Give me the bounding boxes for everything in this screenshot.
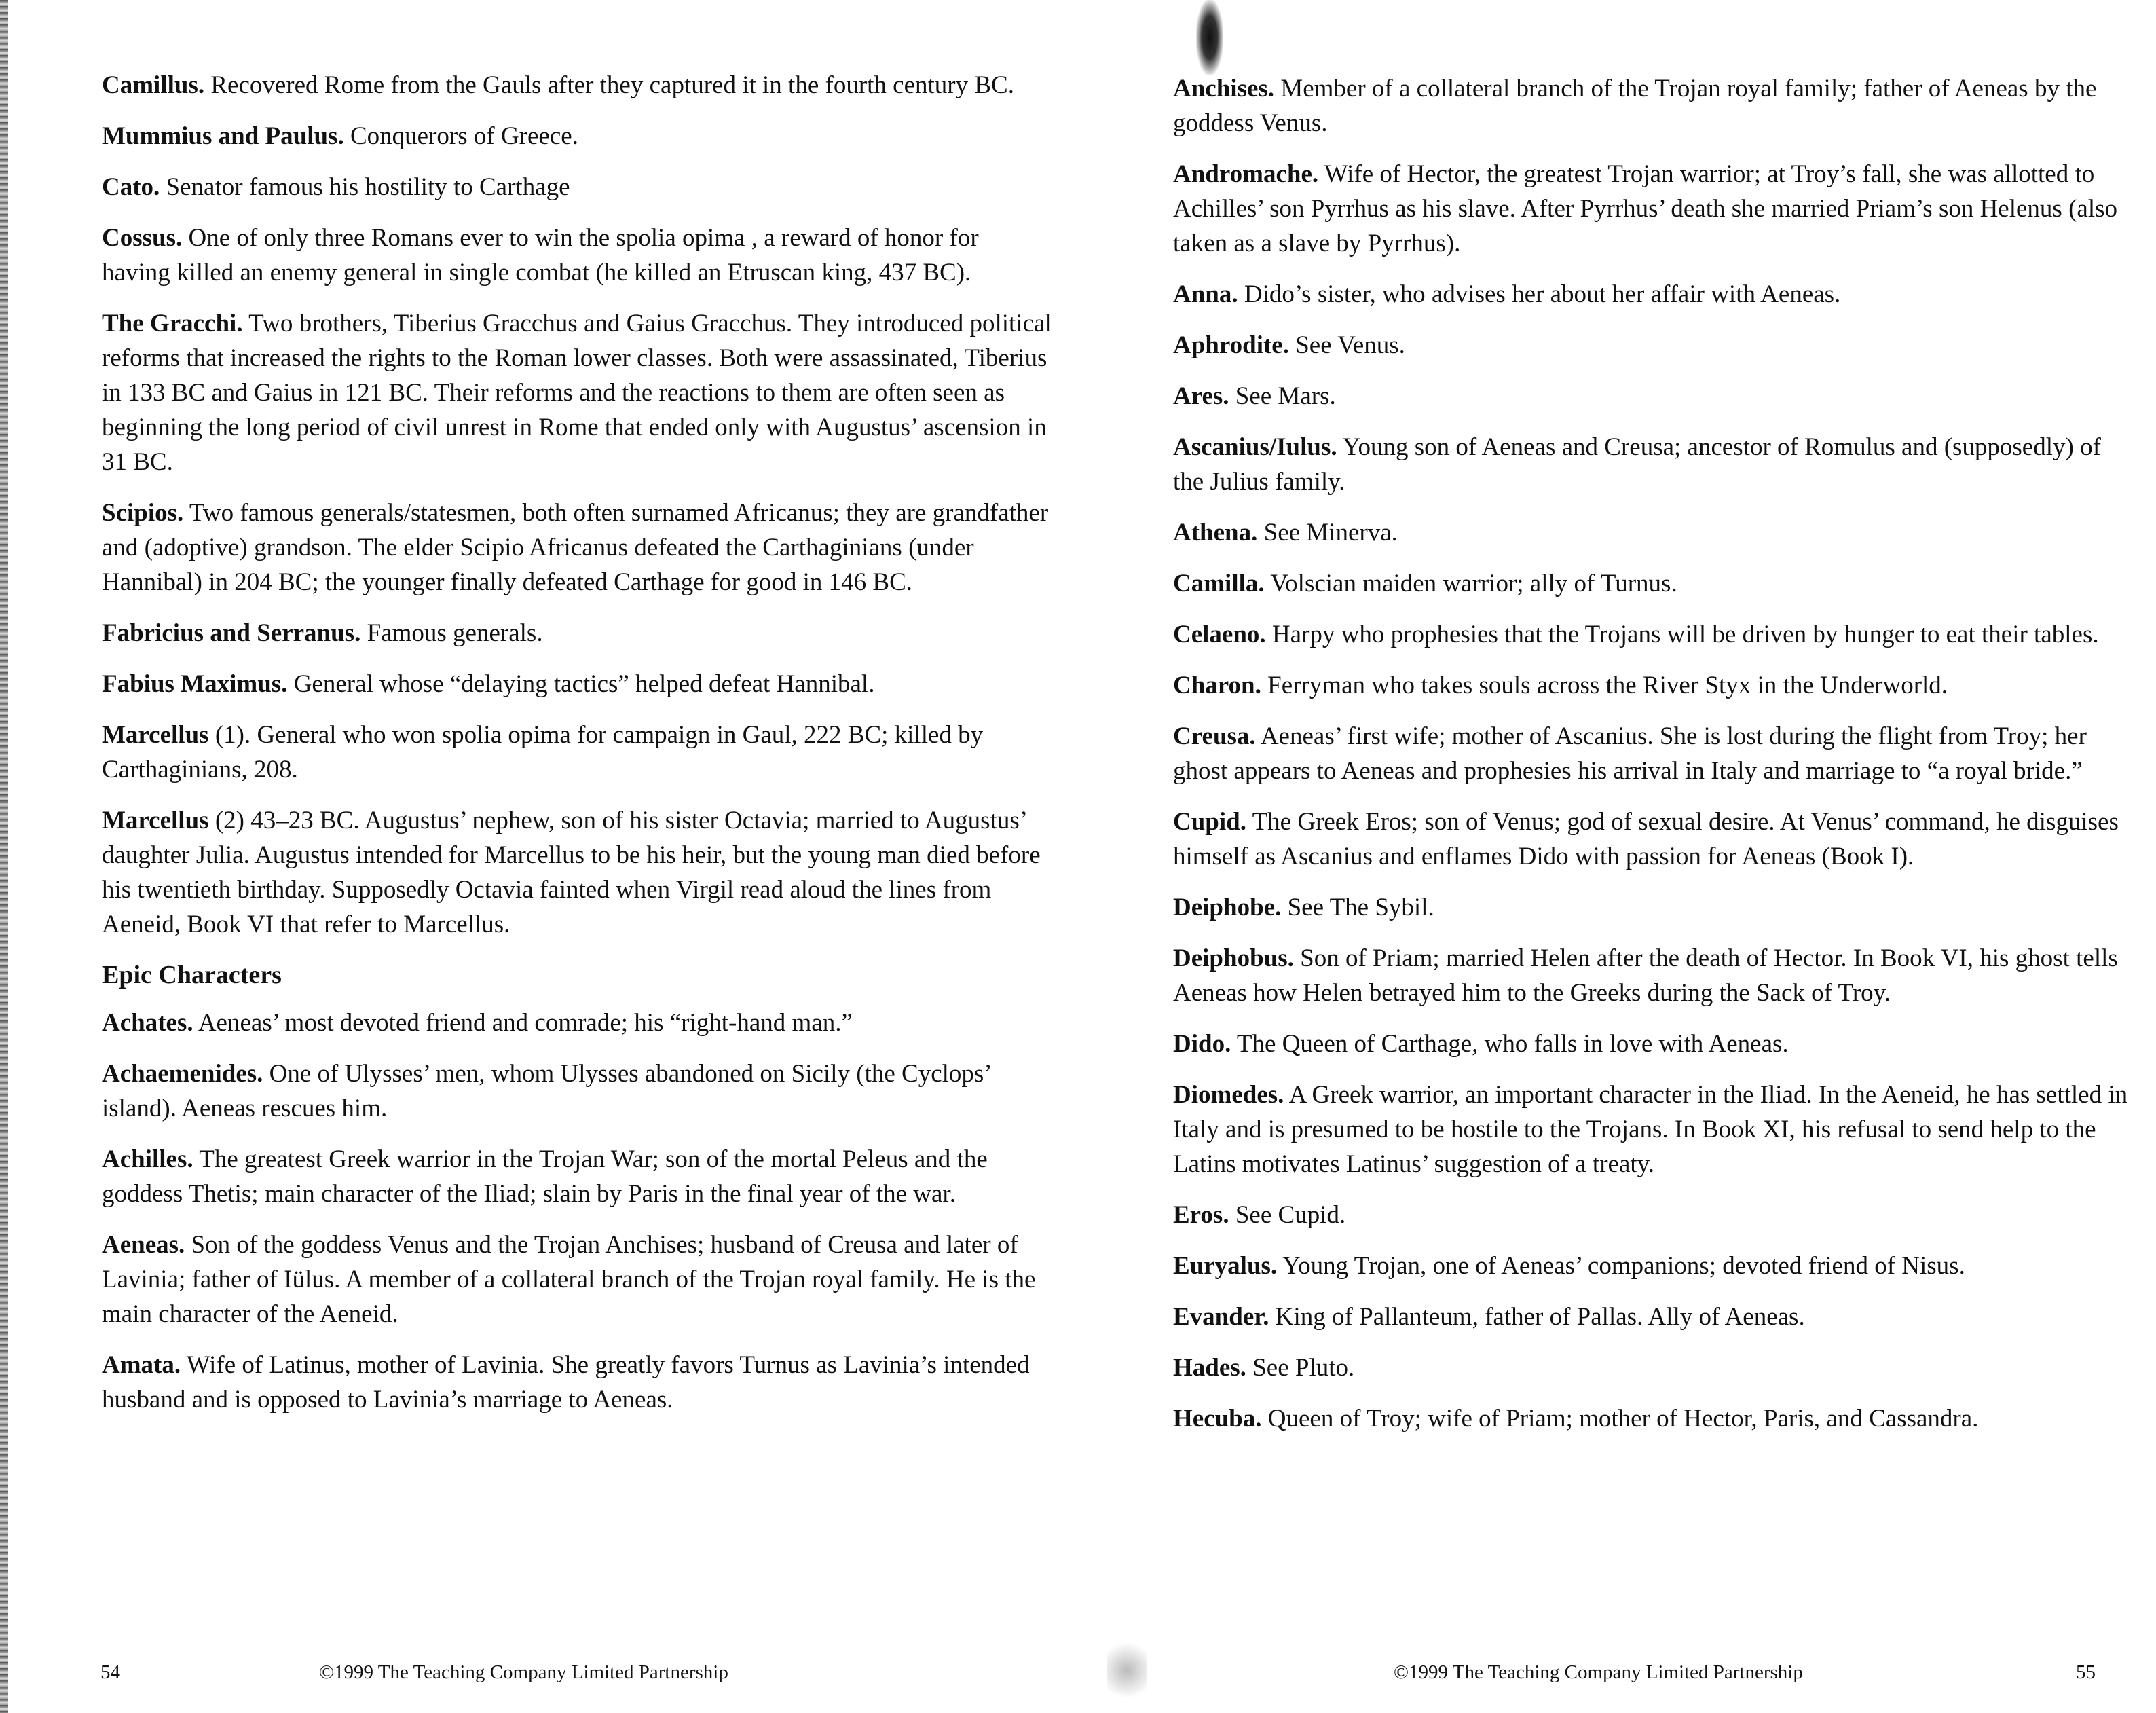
glossary-entry [1173,379,2137,413]
glossary-entry [1173,1350,2137,1385]
entry-term: Eros. [1173,1201,1229,1229]
entry-definition: Son of the goddess Venus and the Trojan Anchises; husband of Creusa and later of Lavinia; father of Iülus. A member of a collateral branch of the Trojan royal family. He is the main character of the Aeneid. [102,1231,1036,1328]
copyright-footer: ©1999 The Teaching Company Limited Partnership [319,1661,728,1683]
entry-definition: Harpy who prophesies that the Trojans will be driven by hunger to eat their tables. [1265,621,2099,648]
entry-definition: Queen of Troy; wife of Priam; mother of Hector, Paris, and Cassandra. [1261,1405,1979,1433]
entry-definition: See Minerva. [1257,519,1398,547]
entry-definition: Two brothers, Tiberius Gracchus and Gaius Gracchus. They introduced political reforms that increased the rights to the Roman lower classes. Both were assassinated, Tiberius in 133 BC and Gaius in 121 BC. Their reforms and the reactions to them are often seen as beginning the long period of civil unrest in Rome that ended only with Augustus’ ascension in 31 BC. [102,310,1052,476]
entry-definition: Young son of Aeneas and Creusa; ancestor of Romulus and (supposedly) of the Julius family. [1173,433,2101,496]
entry-definition: Aeneas’ most devoted friend and comrade; his “right-hand man.” [193,1009,853,1037]
glossary-entry [102,616,1052,650]
glossary-entry [102,68,1052,103]
entry-term: Euryalus. [1173,1252,1278,1280]
glossary-entry [1173,1249,2137,1283]
entry-term: The Gracchi. [102,310,243,337]
entry-term: Deiphobe. [1173,894,1282,921]
page-number: 55 [2076,1661,2096,1683]
entry-definition: See Cupid. [1229,1201,1346,1229]
entry-definition: Famous generals. [360,619,543,647]
glossary-entry [102,1348,1052,1417]
section-heading-epic-characters: Epic Characters [102,961,282,989]
entry-term: Marcellus [102,807,209,834]
entry-term: Camilla. [1173,570,1265,597]
glossary-entry [1173,890,2137,925]
entry-term: Deiphobus. [1173,944,1294,972]
entry-term: Aphrodite. [1173,331,1289,359]
entry-definition: The Queen of Carthage, who falls in love with Aeneas. [1231,1030,1789,1058]
entry-term: Diomedes. [1173,1081,1284,1109]
entry-term: Athena. [1173,519,1258,547]
glossary-entry [102,1006,1052,1040]
entry-definition: See Mars. [1229,382,1336,410]
glossary-entry [102,119,1052,153]
entry-term: Amata. [102,1351,181,1379]
entry-definition: (2) 43–23 BC. Augustus’ nephew, son of his sister Octavia; married to Augustus’ daughter Julia. Augustus intended for Marcellus to be his heir, but the young man died before his twentieth birthday. Supposedly Octavia fainted when Virgil read aloud the lines from Aeneid, Book VI that refer to Marcellus. [102,807,1041,938]
glossary-entry [1173,157,2137,261]
entry-definition: (1). General who won spolia opima for campaign in Gaul, 222 BC; killed by Carthaginians, 208. [102,721,984,784]
entry-definition: Member of a collateral branch of the Trojan royal family; father of Aeneas by the goddess Venus. [1173,75,2097,137]
entry-term: Fabius Maximus. [102,670,288,698]
glossary-entry [1173,277,2137,312]
entry-term: Achates. [102,1009,193,1037]
glossary-entry [1173,941,2137,1010]
entry-definition: See Venus. [1288,331,1405,359]
entry-term: Cato. [102,173,160,201]
glossary-entry [1173,719,2137,788]
glossary-entry [102,306,1052,479]
entry-term: Dido. [1173,1030,1231,1058]
glossary-entry [1173,805,2137,874]
glossary-entry [1173,328,2137,363]
entry-definition: General whose “delaying tactics” helped defeat Hannibal. [287,670,875,698]
entry-definition: The Greek Eros; son of Venus; god of sexual desire. At Venus’ command, he disguises himself as Ascanius and enflames Dido with passion for Aeneas (Book I). [1173,808,2119,870]
entry-term: Evander. [1173,1303,1269,1331]
entry-definition: Recovered Rome from the Gauls after they captured it in the fourth century BC. [204,71,1014,99]
entry-definition: A Greek warrior, an important character in the Iliad. In the Aeneid, he has settled in Italy and is presumed to be hostile to the Trojans. In Book XI, his refusal to send help to the Latins motivates Latinus’ suggestion of a treaty. [1173,1081,2128,1178]
entry-definition: Senator famous his hostility to Carthage [160,173,570,201]
entry-term: Achaemenides. [102,1060,263,1088]
glossary-entry [1173,1401,2137,1436]
entry-definition: See The Sybil. [1281,894,1434,921]
entry-definition: Volscian maiden warrior; ally of Turnus. [1264,570,1677,597]
entry-term: Ares. [1173,382,1229,410]
glossary-entry [102,803,1052,942]
entry-term: Camillus. [102,71,205,99]
entry-term: Charon. [1173,671,1261,699]
entry-term: Hecuba. [1173,1405,1262,1433]
glossary-entry [102,221,1052,290]
entry-term: Cupid. [1173,808,1246,836]
entry-definition: Young Trojan, one of Aeneas’ companions; devoted friend of Nisus. [1277,1252,1965,1280]
glossary-entry [1173,617,2137,652]
glossary-entry [1173,1027,2137,1061]
entry-definition: See Pluto. [1246,1354,1355,1382]
entry-definition: One of Ulysses’ men, whom Ulysses abandoned on Sicily (the Cyclops’ island). Aeneas rescues him. [102,1060,990,1122]
entry-term: Ascanius/Iulus. [1173,433,1337,461]
glossary-entry [1173,430,2137,499]
entry-definition: Dido’s sister, who advises her about her affair with Aeneas. [1238,280,1841,308]
entry-definition: Wife of Hector, the greatest Trojan warrior; at Troy’s fall, she was allotted to Achilles’ son Pyrrhus as his slave. After Pyrrhus’ death she married Priam’s son Helenus (also taken as a slave by Pyrrhus). [1173,160,2118,257]
glossary-entry [102,1056,1052,1126]
glossary-entry [1173,515,2137,550]
entry-term: Cossus. [102,224,183,252]
entry-term: Achilles. [102,1145,193,1173]
entry-definition: Ferryman who takes souls across the River Styx in the Underworld. [1261,671,1948,699]
entry-term: Marcellus [102,721,209,749]
glossary-entry [102,1228,1052,1331]
entry-definition: Two famous generals/statesmen, both often surnamed Africanus; they are grandfather and (adoptive) grandson. The elder Scipio Africanus defeated the Carthaginians (under Hannibal) in 204 BC; the younger finally defeated Carthage for good in 146 BC. [102,499,1049,596]
entry-term: Andromache. [1173,160,1319,188]
glossary-list-left-bottom [102,1006,1052,1417]
glossary-entry [1173,1198,2137,1232]
entry-term: Aeneas. [102,1231,185,1259]
entry-definition: King of Pallanteum, father of Pallas. Ally of Aeneas. [1269,1303,1805,1331]
entry-definition: The greatest Greek warrior in the Trojan War; son of the mortal Peleus and the goddess Thetis; main character of the Iliad; slain by Paris in the final year of the war. [102,1145,988,1208]
glossary-entry [102,496,1052,600]
glossary-list-left-top [102,68,1052,942]
glossary-entry [1173,71,2137,141]
right-column [1173,71,2137,1452]
entry-term: Scipios. [102,499,184,527]
glossary-entry [1173,668,2137,703]
entry-term: Fabricius and Serranus. [102,619,361,647]
left-column [102,68,1052,1433]
glossary-entry [1173,1300,2137,1334]
right-page [1078,0,2156,1713]
glossary-list-right [1173,71,2137,1436]
copyright-footer: ©1999 The Teaching Company Limited Partnership [1394,1661,1803,1683]
entry-definition: Son of Priam; married Helen after the death of Hector. In Book VI, his ghost tells Aeneas how Helen betrayed him to the Greeks during the Sack of Troy. [1173,944,2118,1007]
glossary-entry [102,170,1052,204]
glossary-entry [102,667,1052,701]
glossary-entry [1173,1077,2137,1181]
entry-term: Hades. [1173,1354,1246,1382]
entry-definition: One of only three Romans ever to win the spolia opima , a reward of honor for having killed an enemy general in single combat (he killed an Etruscan king, 437 BC). [102,224,979,287]
glossary-entry [102,1142,1052,1211]
glossary-entry [102,718,1052,787]
glossary-entry [1173,566,2137,601]
entry-definition: Conquerors of Greece. [343,122,578,150]
entry-definition: Wife of Latinus, mother of Lavinia. She greatly favors Turnus as Lavinia’s intended husband and is opposed to Lavinia’s marriage to Aeneas. [102,1351,1030,1414]
entry-term: Anchises. [1173,75,1275,103]
entry-term: Creusa. [1173,722,1256,750]
entry-term: Anna. [1173,280,1238,308]
page-number: 54 [100,1661,120,1683]
entry-term: Mummius and Paulus. [102,122,344,150]
entry-term: Celaeno. [1173,621,1266,648]
entry-definition: Aeneas’ first wife; mother of Ascanius. She is lost during the flight from Troy; her ghost appears to Aeneas and prophesies his arrival in Italy and marriage to “a royal bride.” [1173,722,2087,785]
